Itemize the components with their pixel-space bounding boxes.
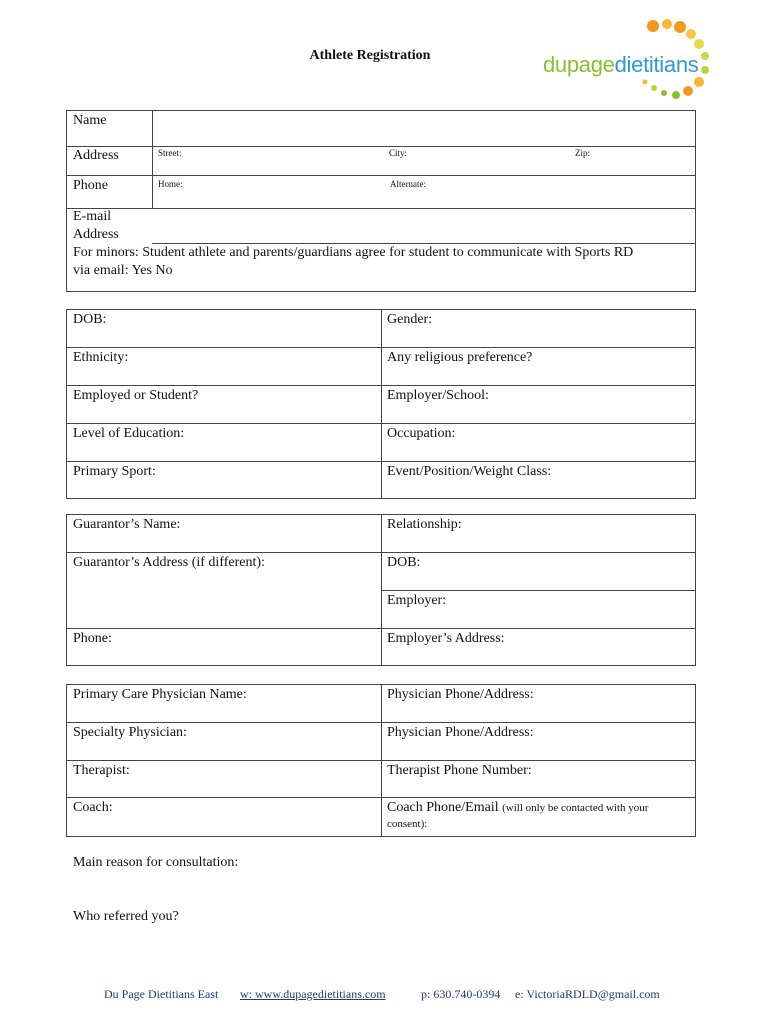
ethnicity-label: Ethnicity: [73,350,129,365]
coach-consent-note: (will only be contacted with your [502,802,649,814]
event-position-label: Event/Position/Weight Class: [387,464,552,479]
logo-wordmark: dupagedietitians [543,52,699,77]
pcp-label: Primary Care Physician Name: [73,687,247,702]
name-field[interactable] [153,111,695,145]
email-label-line1: E-mail [73,209,112,224]
employed-student-label: Employed or Student? [73,388,199,403]
email-field[interactable] [153,209,695,242]
coach-contact-label: Coach Phone/Email (will only be contacted with your [387,800,649,815]
education-label: Level of Education: [73,426,185,441]
footer-phone: p: 630.740-0394 [421,987,501,1001]
street-label: Street: [158,148,182,158]
alternate-phone-label: Alternate: [390,179,426,189]
employer-school-label: Employer/School: [387,388,489,403]
minors-consent-line1: For minors: Student athlete and parents/guardians agree for student to communicate with Sports RD [73,245,634,260]
footer-website-link[interactable]: w: www.dupagedietitians.com [240,987,386,1001]
city-label: City: [389,148,408,158]
guarantor-dob-label: DOB: [387,555,421,570]
religion-label: Any religious preference? [387,350,533,365]
home-phone-label: Home: [158,179,183,189]
guarantor-name-label: Guarantor’s Name: [73,517,181,532]
primary-sport-label: Primary Sport: [73,464,156,479]
therapist-phone-label: Therapist Phone Number: [387,763,532,778]
guarantor-phone-label: Phone: [73,631,112,646]
dob-label: DOB: [73,312,107,327]
employer-address-label: Employer’s Address: [387,631,505,646]
name-label: Name [73,113,107,128]
therapist-label: Therapist: [73,763,130,778]
footer-org: Du Page Dietitians East [104,987,219,1001]
consultation-reason-label: Main reason for consultation: [73,855,239,870]
guarantor-address-label: Guarantor’s Address (if different): [73,555,265,570]
page-title: Athlete Registration [309,48,431,63]
referred-by-label: Who referred you? [73,909,179,924]
zip-label: Zip: [575,148,590,158]
phone-label: Phone [73,178,108,193]
footer-email: e: VictoriaRDLD@gmail.com [515,987,660,1001]
pcp-contact-label: Physician Phone/Address: [387,687,534,702]
email-label-line2: Address [73,227,119,242]
guarantor-employer-label: Employer: [387,593,447,608]
gender-label: Gender: [387,312,433,327]
coach-label: Coach: [73,800,113,815]
dupage-dietitians-logo [533,18,723,103]
coach-consent-note-line2: consent): [387,818,428,830]
minors-consent-line2: via email: Yes No [73,263,173,278]
relationship-label: Relationship: [387,517,462,532]
specialty-physician-label: Specialty Physician: [73,725,187,740]
specialty-contact-label: Physician Phone/Address: [387,725,534,740]
address-label: Address [73,148,119,163]
occupation-label: Occupation: [387,426,456,441]
